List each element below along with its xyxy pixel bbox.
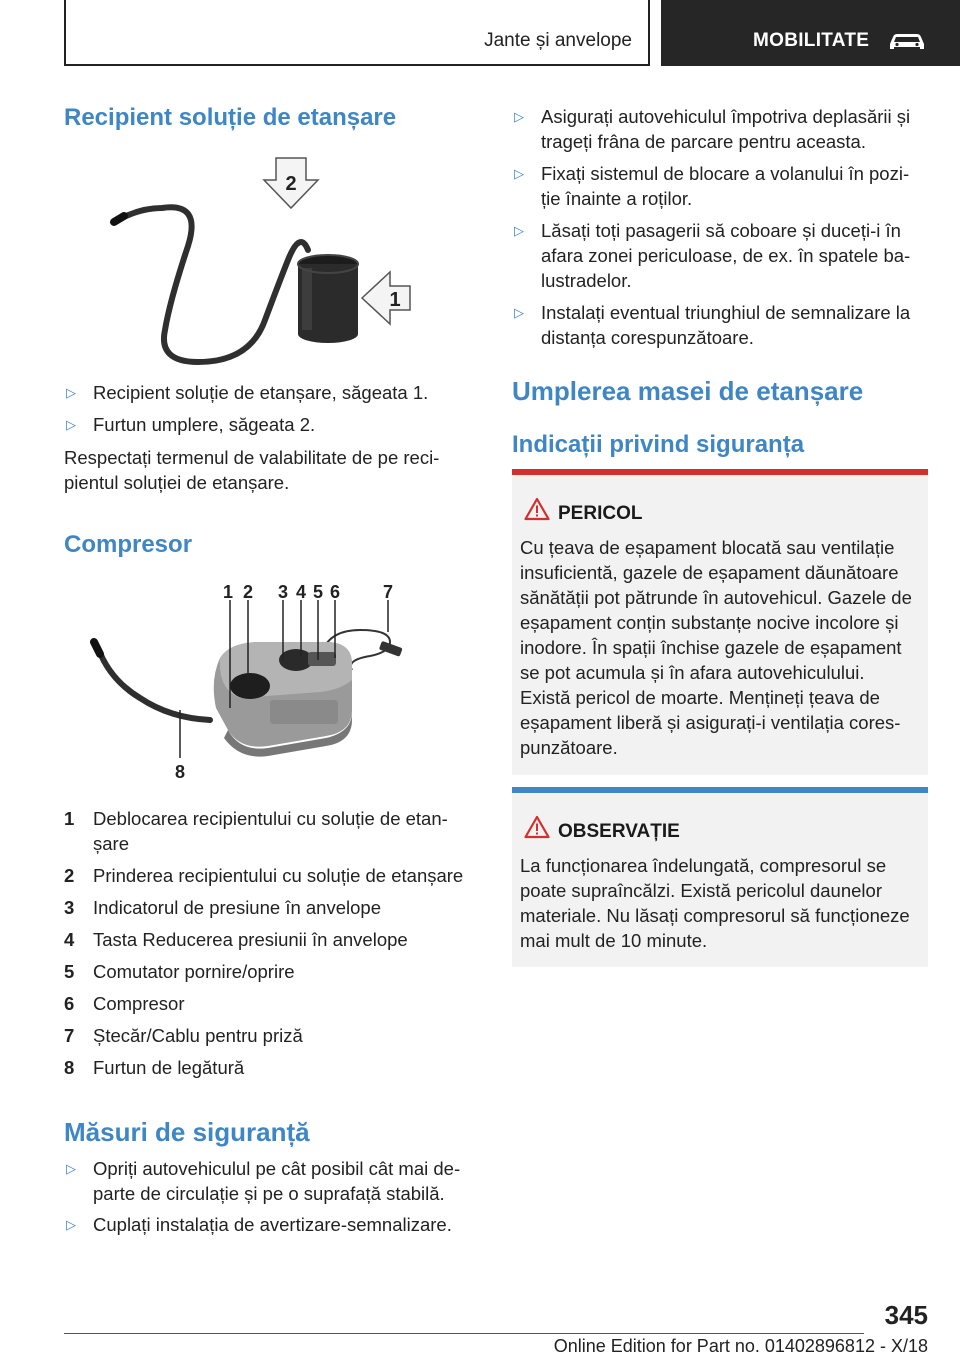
list-item: ▷ Asigurați autovehiculul împotriva deplasării și trageți frâna de parcare pentru aceasta.: [514, 106, 911, 152]
heading-masuri: Măsuri de siguranță: [64, 1117, 310, 1147]
danger-title: PERICOL: [558, 503, 643, 524]
bullet-triangle-icon: ▷: [66, 1217, 76, 1232]
chapter-title: MOBILITATE: [753, 30, 870, 51]
bullet-triangle-icon: ▷: [514, 223, 524, 238]
compressor-figure: [90, 580, 430, 780]
bullet-triangle-icon: ▷: [66, 1161, 76, 1176]
warning-triangle-icon: [524, 497, 550, 521]
callout-2: 2: [242, 582, 254, 602]
legend-item: 4 Tasta Reducerea presiunii în anvelope: [64, 929, 408, 950]
legend-item: 1 Deblocarea recipientului cu soluție de etan‐ șare: [64, 808, 448, 854]
list-item: ▷ Recipient soluție de etanșare, săgeata 1.: [66, 382, 429, 403]
danger-box: [512, 469, 928, 775]
section-header-box: [64, 0, 650, 66]
fill-hose: [118, 207, 308, 362]
legend-item: 5 Comutator pornire/oprire: [64, 961, 295, 982]
heading-indicatii: Indicații privind siguranța: [512, 431, 805, 458]
bullet-triangle-icon: ▷: [66, 417, 76, 432]
warning-triangle-icon: [524, 815, 550, 839]
legend-item: 7 Ștecăr/Cablu pentru priză: [64, 1025, 303, 1046]
heading-compresor: Compresor: [64, 531, 193, 558]
release-button: [230, 673, 270, 699]
legend-item: 2 Prinderea recipientului cu soluție de etanșare: [64, 865, 464, 886]
footer-divider: [64, 1333, 864, 1334]
heading-umplerea: Umplerea masei de etanșare: [512, 376, 864, 406]
list-item: ▷ Cuplați instalația de avertizare-semnalizare.: [66, 1214, 452, 1235]
expiry-note: Respectați termenul de valabilitate de pe reci‐ pientul soluției de etanșare.: [64, 447, 440, 493]
list-item: ▷ Furtun umplere, săgeata 2.: [66, 414, 316, 435]
legend-item: 8 Furtun de legătură: [64, 1057, 245, 1078]
connection-hose: [98, 648, 210, 720]
pressure-gauge: [279, 649, 313, 671]
bullet-triangle-icon: ▷: [514, 166, 524, 181]
callout-1: 1: [222, 582, 234, 602]
car-icon: [887, 30, 927, 52]
control-buttons: [308, 652, 336, 666]
arrow-2-label: 2: [285, 173, 297, 195]
list-item: ▷ Lăsați toți pasagerii să coboare și duceți-i în afara zonei periculoase, de ex. în spatele ba‐ lustradelor.: [514, 220, 911, 291]
callout-7: 7: [382, 582, 394, 602]
notice-title: OBSERVAȚIE: [558, 821, 680, 842]
arrow-1-label: 1: [389, 289, 401, 311]
sealant-container-figure: [110, 150, 420, 365]
heading-recipient: Recipient soluție de etanșare: [64, 104, 397, 131]
list-item: ▷ Fixați sistemul de blocare a volanului în pozi‐ ție înainte a roților.: [514, 163, 910, 209]
callout-5: 5: [312, 582, 324, 602]
legend-item: 3 Indicatorul de presiune în anvelope: [64, 897, 381, 918]
callout-6: 6: [329, 582, 341, 602]
list-item: ▷ Instalați eventual triunghiul de semnalizare la distanța corespunzătoare.: [514, 302, 911, 348]
section-title: Jante și anvelope: [484, 30, 632, 51]
callout-4: 4: [295, 582, 307, 602]
legend-item: 6 Compresor: [64, 993, 185, 1014]
chapter-tab: [661, 0, 960, 66]
page-header: [0, 0, 960, 66]
notice-text: La funcționarea îndelungată, compresorul se poate supraîncălzi. Există pericolul daunelor materiale. Nu lăsați compresorul să funcționeze mai mult de 10 minute.: [520, 855, 910, 951]
list-item: ▷ Opriți autovehiculul pe cât posibil cât mai de‐ parte de circulație și pe o suprafață stabilă.: [66, 1158, 461, 1204]
callout-8: 8: [174, 762, 186, 780]
page-number: 345: [884, 1300, 928, 1330]
bullet-triangle-icon: ▷: [66, 385, 76, 400]
callout-3: 3: [277, 582, 289, 602]
arrow-1: [362, 272, 410, 324]
edition-note: Online Edition for Part no. 01402896812 - X/18: [553, 1336, 928, 1356]
notice-box: [512, 787, 928, 967]
bullet-triangle-icon: ▷: [514, 305, 524, 320]
bullet-triangle-icon: ▷: [514, 109, 524, 124]
danger-text: Cu țeava de eșapament blocată sau ventilație insuficientă, gazele de eșapament dăunătoare sănătății pot pătrunde în autovehicul. Gazele de eșapament conțin substanțe nocive incolore și inodore. În spații închise gazele de eșapament se pot acumula și în afara autovehiculului. Există pericol de moarte. Mențineți țeava de eșapament liberă și asigurați-i ventilația cores‐ punzătoare.: [520, 537, 912, 758]
